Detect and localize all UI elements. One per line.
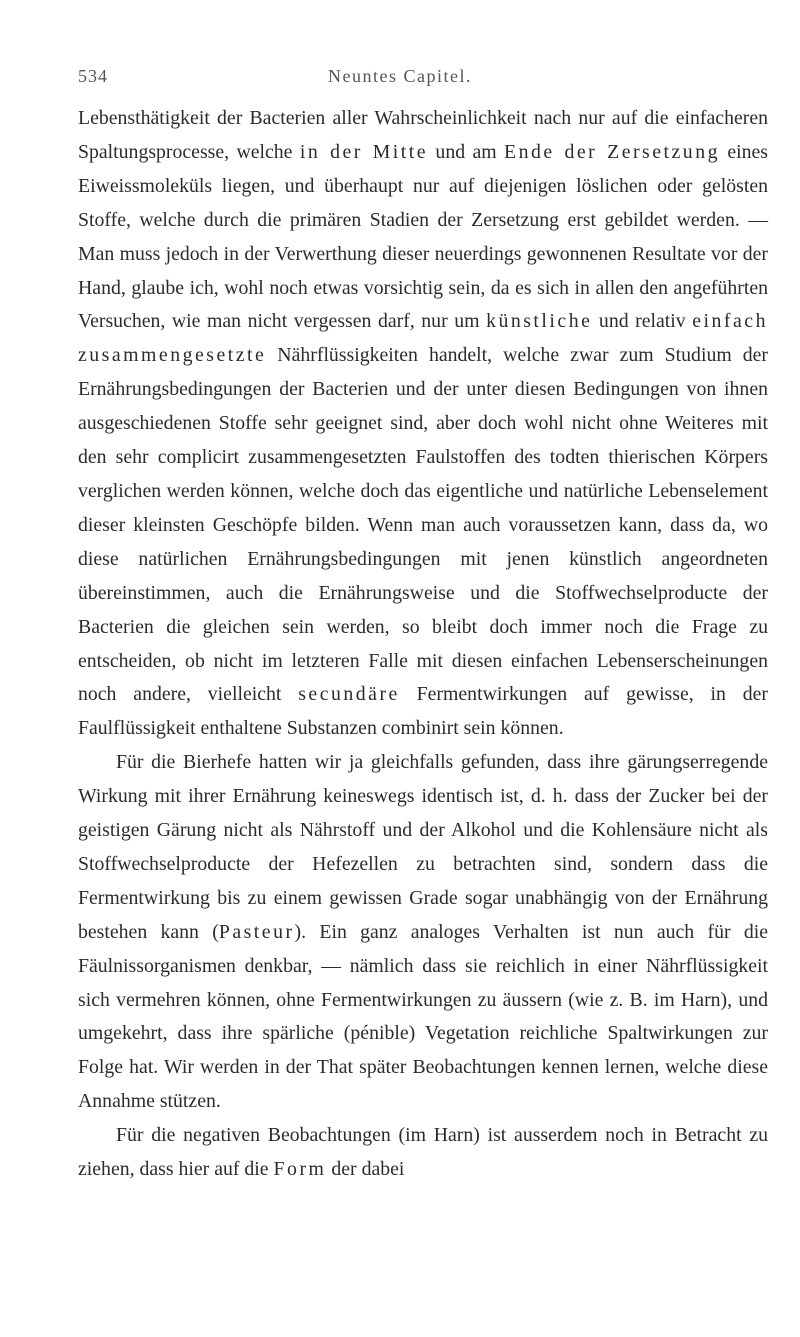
text-segment: der dabei bbox=[326, 1158, 405, 1181]
text-segment: Für die Bierhefe hatten wir ja gleichfalls gefunden, dass ihre gärungserregende Wirkung mit ihrer Ernährung keineswegs identisch ist, d. h. dass der Zucker bei der geistigen Gärung nicht als Nährstoff und der Alkohol und die Kohlensäure nicht als Stoffwechselproducte der Hefezellen zu betrachten sind, sondern dass die Fermentwirkung bis zu einem gewissen Grade sogar unabhängig von der Ernährung bestehen kann ( bbox=[78, 751, 768, 943]
text-segment: ). Ein ganz analoges Verhalten ist nun auch für die Fäulnissorganismen denkbar, — nämlich dass sie reichlich in einer Nährflüssigkeit sich vermehren können, ohne Fermentwirkungen zu äussern (wie z. B. im Harn), und umgekehrt, dass ihre spärliche (pénible) Vegetation reichliche Spaltwirkungen zur Folge hat. Wir werden in der That später Beobachtungen kennen lernen, welche diese Annahme stützen. bbox=[78, 920, 768, 1113]
paragraph-1 bbox=[78, 102, 768, 746]
text-segment: und relativ bbox=[592, 310, 693, 333]
text-segment: Lebensthätigkeit der Bacterien aller Wahrscheinlichkeit nach nur auf die einfacheren Spaltungsprocesse, welche bbox=[78, 107, 768, 163]
spaced-emphasis: Ende der Zersetzung bbox=[503, 140, 720, 163]
text-segment: Fermentwirkungen auf gewisse, in der Faulflüssigkeit enthaltene Substanzen combinirt sein können. bbox=[78, 683, 769, 740]
spaced-emphasis: Pasteur bbox=[218, 920, 295, 943]
text-segment: Für die negativen Beobachtungen (im Harn) ist ausserdem noch in Betracht zu ziehen, dass hier auf die bbox=[78, 1124, 768, 1181]
body-text bbox=[78, 102, 768, 1187]
paragraph-3 bbox=[78, 1119, 768, 1187]
page-header bbox=[0, 66, 800, 96]
spaced-emphasis: secundäre bbox=[298, 683, 400, 706]
paragraph-2 bbox=[78, 746, 768, 1119]
spaced-emphasis: Form bbox=[273, 1158, 327, 1181]
text-segment: eines Eiweissmoleküls liegen, und überhaupt nur auf diejenigen löslichen oder gelösten Stoffe, welche durch die primären Stadien der Zersetzung erst gebildet werden. — Man muss jedoch in der Verwerthung dieser neuerdings gewonnenen Resultate vor der Hand, glaube ich, wohl noch etwas vorsichtig sein, da es sich in allen den angeführten Versuchen, wie man nicht vergessen darf, nur um bbox=[78, 140, 768, 333]
text-segment: und am bbox=[428, 140, 504, 163]
spaced-emphasis: in der Mitte bbox=[299, 140, 429, 163]
spaced-emphasis: einfach zusammengesetzte bbox=[78, 310, 768, 367]
text-segment: Nährflüssigkeiten handelt, welche zwar zum Studium der Ernährungsbedingungen der Bacterien und der unter diesen Bedingungen von ihnen ausgeschiedenen Stoffe sehr geeignet sind, aber doch wohl nicht ohne Weiteres mit den sehr complicirt zusammengesetzten Faulstoffen des todten thierischen Körpers verglichen werden können, welche doch das eigentliche und natürliche Lebenselement dieser kleinsten Geschöpfe bilden. Wenn man auch voraussetzen kann, dass da, wo diese natürlichen Ernährungsbedingungen mit jenen künstlich angeordneten übereinstimmen, auch die Ernährungsweise und die Stoffwechselproducte der Bacterien die gleichen sein werden, so bleibt doch immer noch die Frage zu entscheiden, ob nicht im letzteren Falle mit diesen einfachen Lebenserscheinungen noch andere, vielleicht bbox=[78, 344, 768, 706]
running-head: Neuntes Capitel. bbox=[328, 66, 472, 86]
spaced-emphasis: künstliche bbox=[486, 310, 593, 333]
page-number: 534 bbox=[78, 66, 108, 86]
